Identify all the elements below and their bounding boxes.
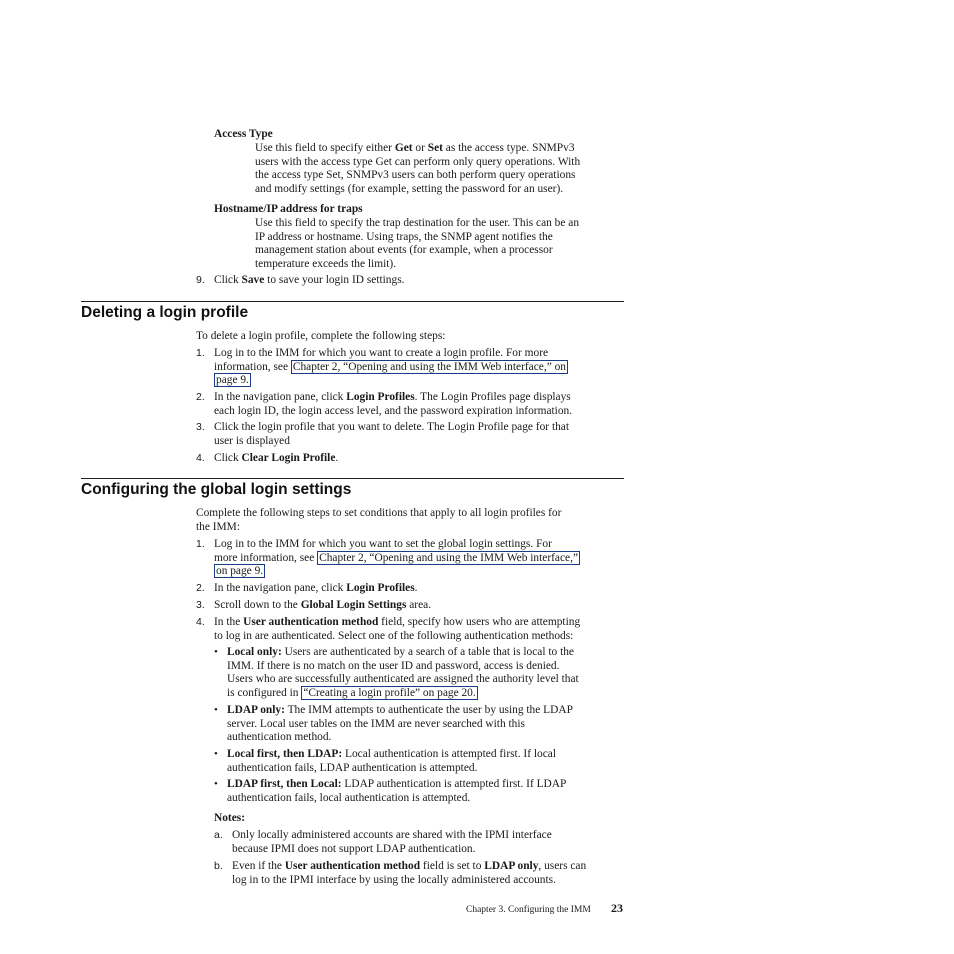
step-number: 3. xyxy=(196,421,205,433)
deleting-step-2: In the navigation pane, click Login Profiles. The Login Profiles page displays each login ID, the login access level, and the password expiration information. xyxy=(214,391,573,417)
bullet-icon: • xyxy=(214,748,218,760)
section-divider xyxy=(81,301,624,302)
deleting-step-4: Click Clear Login Profile. xyxy=(214,452,339,464)
note-letter: b. xyxy=(214,860,223,872)
chapter-2-link[interactable]: Chapter 2, “Opening and using the IMM Web interface,” xyxy=(319,551,579,564)
bullet-icon: • xyxy=(214,646,218,658)
section-divider xyxy=(81,478,624,479)
step-9-text: Click Save to save your login ID settings. xyxy=(214,274,405,286)
deleting-intro: To delete a login profile, complete the following steps: xyxy=(196,330,446,342)
deleting-step-3: Click the login profile that you want to delete. The Login Profile page for that user is displayed xyxy=(214,421,570,447)
note-b: Even if the User authentication method field is set to LDAP only, users can log in to the IPMI interface by using the locally administered accounts. xyxy=(232,860,587,886)
creating-login-profile-link[interactable]: “Creating a login profile” on page 20. xyxy=(303,686,476,699)
step-number: 1. xyxy=(196,538,205,550)
section-heading-deleting: Deleting a login profile xyxy=(81,304,249,321)
note-letter: a. xyxy=(214,829,223,841)
hostname-description: Use this field to specify the trap destination for the user. This can be an IP address or hostname. Using traps, the SNMP agent notifies the management station about events (for example, when a processor temperature exceeds the limit). xyxy=(255,217,580,270)
hostname-term: Hostname/IP address for traps xyxy=(214,203,363,215)
bullet-local-only: Local only: Users are authenticated by a search of a table that is local to the IMM. If there is no match on the user ID and password, access is denied. Users who are successfully authenticated are assigned the authority level that is configured in “Creating a login profile” on page 20. xyxy=(227,646,579,699)
notes-label: Notes: xyxy=(214,812,245,824)
global-intro: Complete the following steps to set conditions that apply to all login profiles for the IMM: xyxy=(196,507,562,533)
page-number: 23 xyxy=(611,901,623,915)
bullet-icon: • xyxy=(214,778,218,790)
global-step-4: In the User authentication method field, specify how users who are attempting to log in are authenticated. Select one of the following authentication methods: xyxy=(214,616,581,642)
bullet-local-first-then-ldap: Local first, then LDAP: Local authentication is attempted first. If local authentication fails, LDAP authentication is attempted. xyxy=(227,748,556,774)
bullet-ldap-only: LDAP only: The IMM attempts to authenticate the user by using the LDAP server. Local user tables on the IMM are never searched with this authentication method. xyxy=(227,704,573,743)
chapter-2-link-continued[interactable]: on page 9. xyxy=(216,565,264,577)
step-number: 2. xyxy=(196,391,205,403)
access-type-term: Access Type xyxy=(214,128,273,140)
step-number: 4. xyxy=(196,452,205,464)
step-number: 2. xyxy=(196,582,205,594)
note-a: Only locally administered accounts are shared with the IPMI interface because IPMI does not support LDAP authentication. xyxy=(232,829,552,855)
step-number: 3. xyxy=(196,599,205,611)
access-type-description: Use this field to specify either Get or Set as the access type. SNMPv3 users with the access type Get can perform only query operations. With the access type Set, SNMPv3 users can both perform query operations and modify settings (for example, setting the password for an user). xyxy=(255,142,581,195)
section-heading-global: Configuring the global login settings xyxy=(81,481,352,498)
step-number: 4. xyxy=(196,616,205,628)
global-step-1: Log in to the IMM for which you want to set the global login settings. For more information, see Chapter 2, “Opening and using the IMM Web interface,” on page 9. xyxy=(214,538,579,577)
deleting-step-1: Log in to the IMM for which you want to create a login profile. For more information, see Chapter 2, “Opening and using the IMM Web interface,” on page 9. xyxy=(214,347,566,386)
step-number: 1. xyxy=(196,347,205,359)
chapter-2-link[interactable]: Chapter 2, “Opening and using the IMM Web interface,” on xyxy=(292,360,566,373)
step-number: 9. xyxy=(196,274,205,286)
chapter-2-link-continued[interactable]: page 9. xyxy=(216,374,249,386)
global-step-3: Scroll down to the Global Login Settings area. xyxy=(214,599,432,611)
global-step-2: In the navigation pane, click Login Profiles. xyxy=(214,582,418,594)
bullet-icon: • xyxy=(214,704,218,716)
bullet-ldap-first-then-local: LDAP first, then Local: LDAP authentication is attempted first. If LDAP authentication fails, local authentication is attempted. xyxy=(227,778,567,804)
footer-chapter-title: Chapter 3. Configuring the IMM xyxy=(466,905,591,915)
